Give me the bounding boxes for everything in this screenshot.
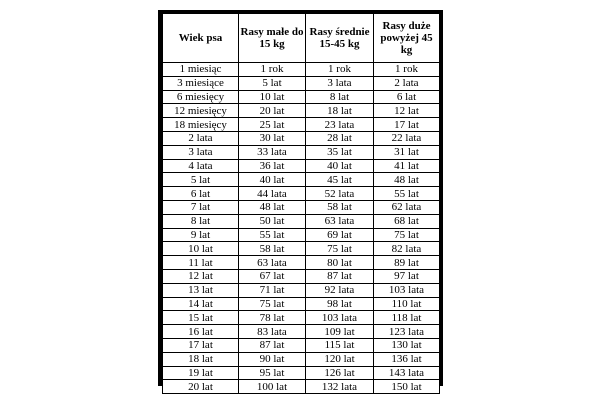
cell-medium-breed-age: 63 lata — [306, 214, 374, 228]
cell-medium-breed-age: 18 lat — [306, 104, 374, 118]
cell-dog-age: 12 lat — [163, 269, 239, 283]
cell-large-breed-age: 103 lata — [374, 283, 440, 297]
cell-large-breed-age: 22 lata — [374, 131, 440, 145]
cell-medium-breed-age: 69 lat — [306, 228, 374, 242]
cell-large-breed-age: 55 lat — [374, 187, 440, 201]
cell-dog-age: 8 lat — [163, 214, 239, 228]
cell-medium-breed-age: 109 lat — [306, 325, 374, 339]
cell-small-breed-age: 25 lat — [239, 118, 306, 132]
cell-large-breed-age: 150 lat — [374, 380, 440, 394]
header-dog-age: Wiek psa — [163, 14, 239, 63]
cell-large-breed-age: 68 lat — [374, 214, 440, 228]
cell-small-breed-age: 58 lat — [239, 242, 306, 256]
cell-large-breed-age: 41 lat — [374, 159, 440, 173]
cell-medium-breed-age: 87 lat — [306, 269, 374, 283]
table-row — [163, 187, 440, 201]
cell-dog-age: 10 lat — [163, 242, 239, 256]
cell-medium-breed-age: 8 lat — [306, 90, 374, 104]
cell-small-breed-age: 75 lat — [239, 297, 306, 311]
table-row — [163, 311, 440, 325]
table-body — [163, 63, 440, 394]
cell-dog-age: 3 miesiące — [163, 76, 239, 90]
cell-small-breed-age: 100 lat — [239, 380, 306, 394]
cell-medium-breed-age: 92 lata — [306, 283, 374, 297]
cell-small-breed-age: 48 lat — [239, 200, 306, 214]
cell-dog-age: 14 lat — [163, 297, 239, 311]
table-row — [163, 380, 440, 394]
cell-large-breed-age: 97 lat — [374, 269, 440, 283]
dog-age-table — [162, 13, 440, 394]
cell-large-breed-age: 143 lata — [374, 366, 440, 380]
cell-small-breed-age: 30 lat — [239, 131, 306, 145]
cell-dog-age: 1 miesiąc — [163, 63, 239, 77]
table-row — [163, 63, 440, 77]
cell-small-breed-age: 71 lat — [239, 283, 306, 297]
table-row — [163, 145, 440, 159]
cell-small-breed-age: 36 lat — [239, 159, 306, 173]
header-small-breeds: Rasy małe do 15 kg — [239, 14, 306, 63]
cell-small-breed-age: 95 lat — [239, 366, 306, 380]
table-frame — [158, 10, 443, 393]
cell-dog-age: 11 lat — [163, 256, 239, 270]
cell-dog-age: 4 lata — [163, 159, 239, 173]
table-row — [163, 90, 440, 104]
table-row — [163, 118, 440, 132]
cell-dog-age: 7 lat — [163, 200, 239, 214]
cell-large-breed-age: 62 lata — [374, 200, 440, 214]
table-row — [163, 228, 440, 242]
cell-small-breed-age: 87 lat — [239, 338, 306, 352]
cell-small-breed-age: 5 lat — [239, 76, 306, 90]
cell-large-breed-age: 12 lat — [374, 104, 440, 118]
cell-small-breed-age: 67 lat — [239, 269, 306, 283]
cell-dog-age: 5 lat — [163, 173, 239, 187]
cell-small-breed-age: 1 rok — [239, 63, 306, 77]
cell-medium-breed-age: 40 lat — [306, 159, 374, 173]
header-medium-breeds: Rasy średnie 15-45 kg — [306, 14, 374, 63]
cell-large-breed-age: 82 lata — [374, 242, 440, 256]
cell-medium-breed-age: 120 lat — [306, 352, 374, 366]
table-row — [163, 325, 440, 339]
cell-large-breed-age: 6 lat — [374, 90, 440, 104]
cell-medium-breed-age: 28 lat — [306, 131, 374, 145]
table-row — [163, 104, 440, 118]
cell-large-breed-age: 31 lat — [374, 145, 440, 159]
cell-dog-age: 19 lat — [163, 366, 239, 380]
header-row — [163, 14, 440, 63]
cell-large-breed-age: 17 lat — [374, 118, 440, 132]
cell-medium-breed-age: 58 lat — [306, 200, 374, 214]
cell-large-breed-age: 118 lat — [374, 311, 440, 325]
table-row — [163, 214, 440, 228]
cell-dog-age: 12 miesięcy — [163, 104, 239, 118]
table-row — [163, 366, 440, 380]
table-row — [163, 242, 440, 256]
cell-medium-breed-age: 23 lata — [306, 118, 374, 132]
cell-small-breed-age: 78 lat — [239, 311, 306, 325]
cell-dog-age: 17 lat — [163, 338, 239, 352]
table-row — [163, 131, 440, 145]
cell-medium-breed-age: 52 lata — [306, 187, 374, 201]
cell-small-breed-age: 83 lata — [239, 325, 306, 339]
cell-small-breed-age: 55 lat — [239, 228, 306, 242]
cell-small-breed-age: 20 lat — [239, 104, 306, 118]
cell-dog-age: 15 lat — [163, 311, 239, 325]
cell-small-breed-age: 33 lata — [239, 145, 306, 159]
cell-small-breed-age: 50 lat — [239, 214, 306, 228]
cell-large-breed-age: 2 lata — [374, 76, 440, 90]
cell-dog-age: 6 lat — [163, 187, 239, 201]
cell-small-breed-age: 63 lata — [239, 256, 306, 270]
cell-dog-age: 18 miesięcy — [163, 118, 239, 132]
cell-medium-breed-age: 115 lat — [306, 338, 374, 352]
cell-medium-breed-age: 35 lat — [306, 145, 374, 159]
table-row — [163, 352, 440, 366]
table-row — [163, 173, 440, 187]
cell-large-breed-age: 48 lat — [374, 173, 440, 187]
cell-large-breed-age: 75 lat — [374, 228, 440, 242]
cell-dog-age: 6 miesięcy — [163, 90, 239, 104]
cell-medium-breed-age: 45 lat — [306, 173, 374, 187]
cell-medium-breed-age: 126 lat — [306, 366, 374, 380]
cell-large-breed-age: 110 lat — [374, 297, 440, 311]
table-row — [163, 76, 440, 90]
cell-medium-breed-age: 132 lata — [306, 380, 374, 394]
cell-small-breed-age: 44 lata — [239, 187, 306, 201]
cell-large-breed-age: 89 lat — [374, 256, 440, 270]
cell-large-breed-age: 123 lata — [374, 325, 440, 339]
cell-large-breed-age: 130 lat — [374, 338, 440, 352]
cell-small-breed-age: 90 lat — [239, 352, 306, 366]
cell-dog-age: 3 lata — [163, 145, 239, 159]
cell-medium-breed-age: 80 lat — [306, 256, 374, 270]
cell-small-breed-age: 40 lat — [239, 173, 306, 187]
table-row — [163, 283, 440, 297]
cell-dog-age: 13 lat — [163, 283, 239, 297]
header-large-breeds: Rasy duże powyżej 45 kg — [374, 14, 440, 63]
cell-medium-breed-age: 75 lat — [306, 242, 374, 256]
table-row — [163, 200, 440, 214]
cell-small-breed-age: 10 lat — [239, 90, 306, 104]
cell-dog-age: 9 lat — [163, 228, 239, 242]
table-row — [163, 338, 440, 352]
cell-medium-breed-age: 98 lat — [306, 297, 374, 311]
cell-dog-age: 20 lat — [163, 380, 239, 394]
cell-dog-age: 2 lata — [163, 131, 239, 145]
cell-dog-age: 16 lat — [163, 325, 239, 339]
cell-medium-breed-age: 1 rok — [306, 63, 374, 77]
table-row — [163, 297, 440, 311]
cell-large-breed-age: 1 rok — [374, 63, 440, 77]
table-row — [163, 159, 440, 173]
table-row — [163, 269, 440, 283]
cell-medium-breed-age: 103 lata — [306, 311, 374, 325]
cell-dog-age: 18 lat — [163, 352, 239, 366]
cell-large-breed-age: 136 lat — [374, 352, 440, 366]
cell-medium-breed-age: 3 lata — [306, 76, 374, 90]
table-row — [163, 256, 440, 270]
